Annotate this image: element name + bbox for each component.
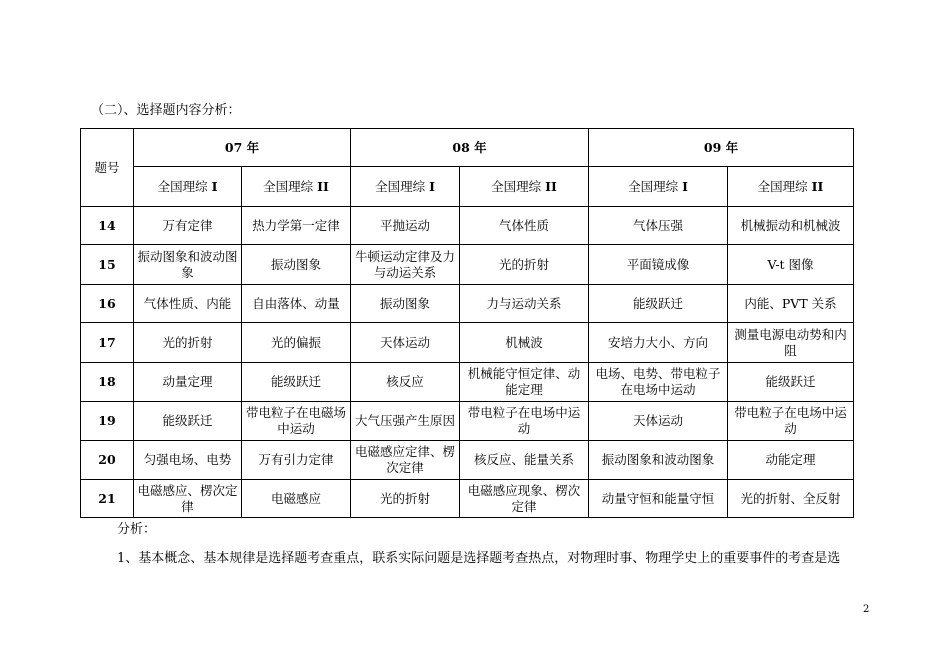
topic-cell: 牛顿运动定律及力与动运关系 xyxy=(351,245,460,285)
multiple-choice-analysis-table xyxy=(80,128,854,518)
question-number: 15 xyxy=(81,245,134,285)
topic-cell: 振动图象 xyxy=(351,285,460,323)
year-header: 09 年 xyxy=(589,129,854,167)
question-number: 18 xyxy=(81,363,134,402)
paper-header xyxy=(242,167,351,207)
topic-cell: V-t 图像 xyxy=(728,245,854,285)
topic-cell: 天体运动 xyxy=(589,402,728,441)
topic-cell: 机械振动和机械波 xyxy=(728,207,854,245)
topic-cell: 安培力大小、方向 xyxy=(589,323,728,363)
table-row xyxy=(81,245,854,285)
topic-cell: 振动图象和波动图象 xyxy=(589,441,728,480)
paper-header xyxy=(460,167,589,207)
analysis-paragraph: 1、基本概念、基本规律是选择题考查重点，联系实际问题是选择题考查热点，对物理时事、物理学史上的重要事件的考查是选 xyxy=(117,551,841,566)
analysis-label: 分析： xyxy=(117,522,157,537)
topic-cell: 振动图象 xyxy=(242,245,351,285)
topic-cell: 能级跃迁 xyxy=(728,363,854,402)
topic-cell: 电磁感应、楞次定律 xyxy=(134,480,242,518)
topic-cell: 电磁感应现象、楞次定律 xyxy=(460,480,589,518)
topic-cell: 万有引力定律 xyxy=(242,441,351,480)
topic-cell: 能级跃迁 xyxy=(589,285,728,323)
paper-header xyxy=(134,167,242,207)
table-row xyxy=(81,323,854,363)
year-header: 07 年 xyxy=(134,129,351,167)
table-row xyxy=(81,441,854,480)
table-row xyxy=(81,402,854,441)
topic-cell: 核反应 xyxy=(351,363,460,402)
paper-name: 全国理综 xyxy=(757,178,812,194)
table-row xyxy=(81,207,854,245)
topic-cell: 电磁感应定律、楞次定律 xyxy=(351,441,460,480)
topic-cell: 平抛运动 xyxy=(351,207,460,245)
section-heading: （二）、选择题内容分析： xyxy=(91,103,241,118)
topic-cell: 自由落体、动量 xyxy=(242,285,351,323)
topic-cell: 气体性质 xyxy=(460,207,589,245)
topic-cell: 电场、电势、带电粒子在电场中运动 xyxy=(589,363,728,402)
paper-name: 全国理综 xyxy=(157,178,212,194)
topic-cell: 光的折射 xyxy=(460,245,589,285)
topic-cell: 机械能守恒定律、动能定理 xyxy=(460,363,589,402)
paper-header xyxy=(351,167,460,207)
topic-cell: 光的折射、全反射 xyxy=(728,480,854,518)
question-number: 16 xyxy=(81,285,134,323)
topic-cell: 力与运动关系 xyxy=(460,285,589,323)
paper-roman-numeral: II xyxy=(545,178,557,194)
year-header: 08 年 xyxy=(351,129,589,167)
page-number: 2 xyxy=(863,604,870,615)
topic-cell: 机械波 xyxy=(460,323,589,363)
topic-cell: 带电粒子在电场中运动 xyxy=(728,402,854,441)
topic-cell: 带电粒子在电磁场中运动 xyxy=(242,402,351,441)
topic-cell: 光的折射 xyxy=(134,323,242,363)
topic-cell: 测量电源电动势和内阻 xyxy=(728,323,854,363)
topic-cell: 匀强电场、电势 xyxy=(134,441,242,480)
paper-roman-numeral: II xyxy=(811,178,824,194)
paper-header xyxy=(589,167,728,207)
topic-cell: 动量守恒和能量守恒 xyxy=(589,480,728,518)
paper-roman-numeral: I xyxy=(682,178,688,194)
paper-header xyxy=(728,167,854,207)
topic-cell: 光的折射 xyxy=(351,480,460,518)
question-number: 20 xyxy=(81,441,134,480)
topic-cell: 大气压强产生原因 xyxy=(351,402,460,441)
paper-header-row xyxy=(81,167,854,207)
topic-cell: 气体性质、内能 xyxy=(134,285,242,323)
topic-cell: 热力学第一定律 xyxy=(242,207,351,245)
year-header-row xyxy=(81,129,854,167)
topic-cell: 振动图象和波动图象 xyxy=(134,245,242,285)
topic-cell: 动量定理 xyxy=(134,363,242,402)
question-number: 19 xyxy=(81,402,134,441)
topic-cell: 动能定理 xyxy=(728,441,854,480)
topic-cell: 气体压强 xyxy=(589,207,728,245)
question-number-header: 题号 xyxy=(81,129,134,207)
paper-name: 全国理综 xyxy=(263,178,318,194)
topic-cell: 万有定律 xyxy=(134,207,242,245)
paper-name: 全国理综 xyxy=(375,178,430,194)
topic-cell: 天体运动 xyxy=(351,323,460,363)
topic-cell: 核反应、能量关系 xyxy=(460,441,589,480)
paper-name: 全国理综 xyxy=(628,178,683,194)
table-row xyxy=(81,285,854,323)
paper-roman-numeral: I xyxy=(429,178,435,194)
topic-cell: 光的偏振 xyxy=(242,323,351,363)
topic-cell: 电磁感应 xyxy=(242,480,351,518)
question-number: 21 xyxy=(81,480,134,518)
question-number: 17 xyxy=(81,323,134,363)
question-number: 14 xyxy=(81,207,134,245)
topic-cell: 带电粒子在电场中运动 xyxy=(460,402,589,441)
paper-name: 全国理综 xyxy=(491,178,546,194)
table-row xyxy=(81,480,854,518)
paper-roman-numeral: II xyxy=(317,178,329,194)
topic-cell: 平面镜成像 xyxy=(589,245,728,285)
topic-cell: 内能、PVT 关系 xyxy=(728,285,854,323)
table-row xyxy=(81,363,854,402)
topic-cell: 能级跃迁 xyxy=(242,363,351,402)
paper-roman-numeral: I xyxy=(211,178,218,194)
topic-cell: 能级跃迁 xyxy=(134,402,242,441)
